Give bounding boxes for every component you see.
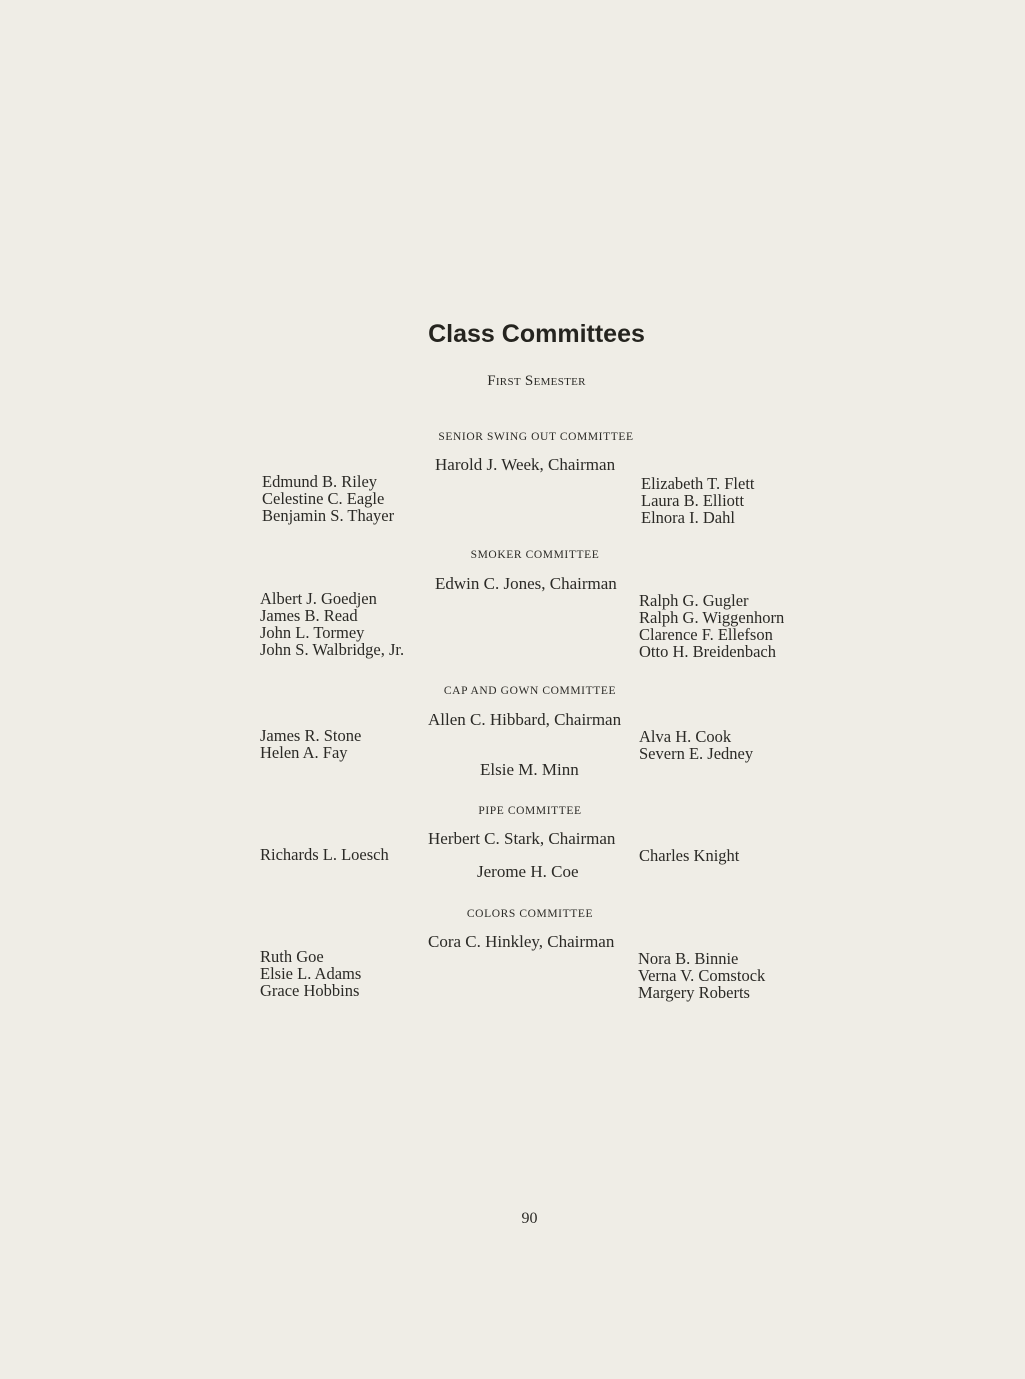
member-name: Richards L. Loesch — [260, 845, 389, 864]
committee-members-right — [639, 847, 739, 864]
member-name: John L. Tormey — [260, 623, 365, 642]
committee-heading: PIPE COMMITTEE — [478, 805, 582, 817]
committee-members-right — [639, 728, 753, 762]
member-name: Alva H. Cook — [639, 727, 732, 746]
page-title: Class Committees — [428, 320, 645, 348]
committee-members-left — [262, 473, 394, 524]
member-name: Severn E. Jedney — [639, 744, 754, 763]
member-name: James B. Read — [260, 606, 358, 625]
committee-members-right — [641, 475, 755, 526]
committee-chairman: Harold J. Week, Chairman — [435, 455, 616, 474]
committee-member-center: Elsie M. Minn — [480, 760, 579, 779]
member-name: Margery Roberts — [638, 983, 750, 1002]
committee-members-left — [260, 846, 389, 863]
member-name: Elizabeth T. Flett — [641, 474, 755, 493]
member-name: Otto H. Breidenbach — [639, 642, 777, 661]
member-name: Elsie L. Adams — [260, 964, 362, 983]
member-name: James R. Stone — [260, 726, 362, 745]
committee-heading: SMOKER COMMITTEE — [470, 549, 600, 561]
member-name: Laura B. Elliott — [641, 491, 745, 510]
committee-heading: COLORS COMMITTEE — [466, 908, 594, 920]
committee-members-left — [260, 590, 404, 658]
member-name: Albert J. Goedjen — [260, 589, 377, 608]
committee-chairman: Herbert C. Stark, Chairman — [428, 829, 616, 848]
committee-chairman: Cora C. Hinkley, Chairman — [428, 932, 615, 951]
semester-heading: First Semester — [487, 373, 586, 389]
committee-members-left — [260, 948, 361, 999]
member-name: Ralph G. Wiggenhorn — [639, 608, 785, 627]
member-name: Clarence F. Ellefson — [639, 625, 773, 644]
committee-members-left — [260, 727, 361, 761]
member-name: Edmund B. Riley — [262, 472, 378, 491]
member-name: Grace Hobbins — [260, 981, 360, 1000]
committee-chairman: Edwin C. Jones, Chairman — [435, 574, 617, 593]
member-name: Helen A. Fay — [260, 743, 348, 762]
member-name: Charles Knight — [639, 846, 740, 865]
committee-members-right — [638, 950, 765, 1001]
committee-members-right — [639, 592, 784, 660]
member-name: Ruth Goe — [260, 947, 324, 966]
member-name: Celestine C. Eagle — [262, 489, 385, 508]
committee-chairman: Allen C. Hibbard, Chairman — [428, 710, 622, 729]
member-name: Verna V. Comstock — [638, 966, 766, 985]
committee-heading: CAP AND GOWN COMMITTEE — [443, 685, 617, 697]
page-number: 90 — [521, 1210, 538, 1227]
committee-heading: SENIOR SWING OUT COMMITTEE — [438, 431, 634, 443]
member-name: Ralph G. Gugler — [639, 591, 749, 610]
member-name: Nora B. Binnie — [638, 949, 739, 968]
member-name: John S. Walbridge, Jr. — [260, 640, 405, 659]
member-name: Elnora I. Dahl — [641, 508, 735, 527]
committee-member-center: Jerome H. Coe — [477, 862, 579, 881]
member-name: Benjamin S. Thayer — [262, 506, 395, 525]
